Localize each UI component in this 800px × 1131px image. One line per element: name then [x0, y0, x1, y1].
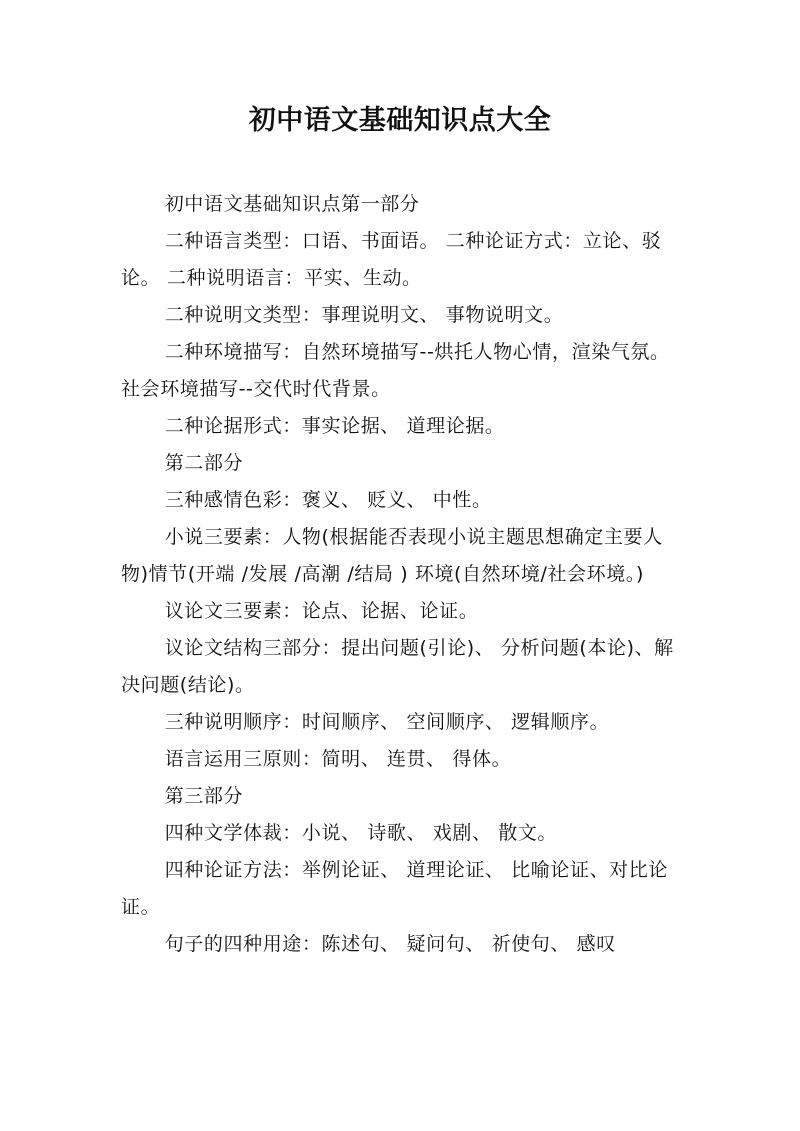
paragraph-5: 二种论据形式：事实论据、 道理论据。: [164, 415, 505, 437]
paragraph-6: 第二部分: [164, 452, 244, 474]
paragraph-14: 四种文学体裁：小说、 诗歌、 戏剧、 散文。: [164, 822, 558, 844]
paragraph-9: 议论文三要素：论点、论据、论证。: [164, 600, 479, 622]
paragraph-13: 第三部分: [164, 785, 244, 807]
paragraph-12: 语言运用三原则：简明、 连贯、 得体。: [164, 748, 512, 770]
paragraph-15: 四种论证方法：举例论证、 道理论证、 比喻论证、对比论证。: [121, 859, 668, 918]
page-title: 初中语文基础知识点大全: [248, 105, 552, 136]
paragraph-7: 三种感情色彩：褒义、 贬义、 中性。: [164, 489, 492, 511]
paragraph-16: 句子的四种用途：陈述句、 疑问句、 祈使句、 感叹: [164, 933, 616, 955]
paragraph-4: 二种环境描写：自然环境描写--烘托人物心情，渲染气氛。 社会环境描写--交代时代背景。: [121, 341, 670, 400]
paragraph-3: 二种说明文类型：事理说明文、 事物说明文。: [164, 304, 564, 326]
paragraph-1: 初中语文基础知识点第一部分: [164, 193, 420, 215]
paragraph-11: 三种说明顺序：时间顺序、 空间顺序、 逻辑顺序。: [164, 711, 610, 733]
document-body: [121, 186, 686, 963]
paragraph-10: 议论文结构三部分：提出问题(引论)、 分析问题(本论)、解决问题(结论)。: [121, 637, 674, 696]
paragraph-2: 二种语言类型：口语、书面语。 二种论证方式：立论、驳论。 二种说明语言：平实、生动。: [121, 230, 662, 289]
paragraph-8: 小说三要素：人物(根据能否表现小说主题思想确定主要人物)情节(开端 /发展 /高潮 /结局 ) 环境(自然环境/社会环境。): [121, 526, 663, 585]
